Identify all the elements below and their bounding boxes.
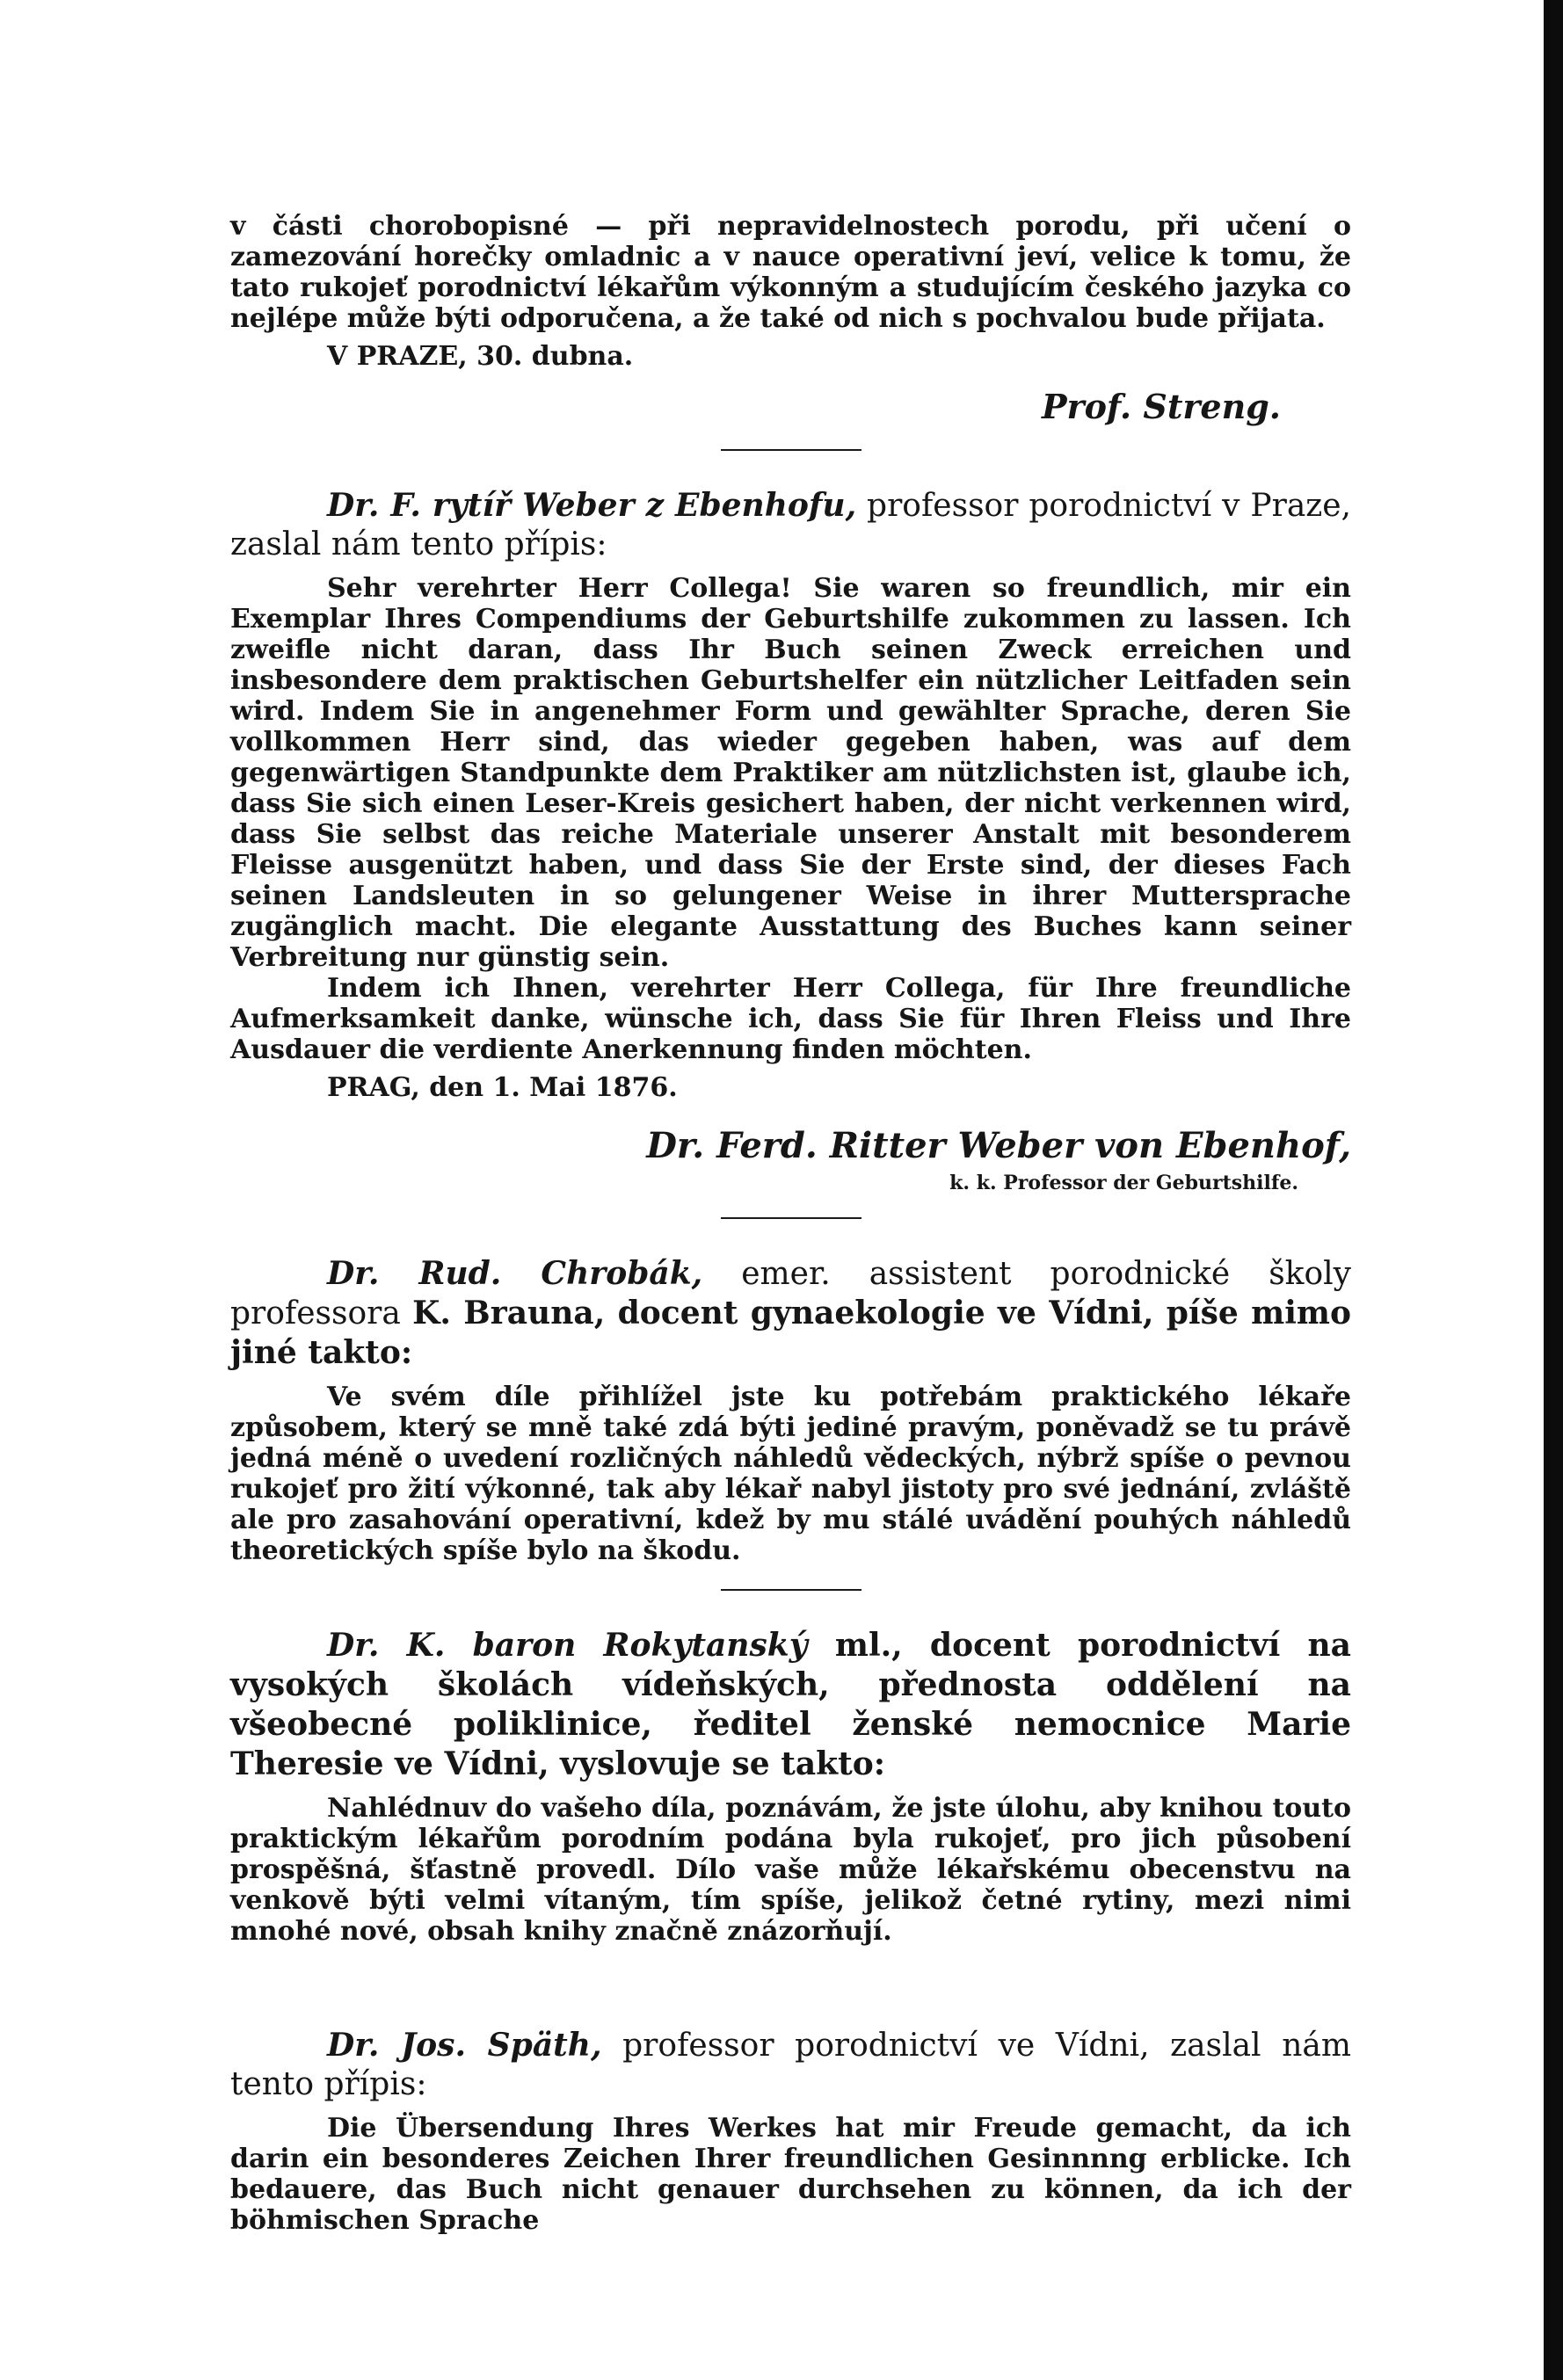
author-name-chrobak: Dr. Rud. Chrobák, [327, 1255, 703, 1292]
signature-weber: Dr. Ferd. Ritter Weber von Ebenhof, [646, 1125, 1351, 1166]
lead-spath [230, 2026, 1351, 2104]
place-date-praha: V PRAZE, 30. dubna. [327, 341, 634, 372]
author-intro-spath: professor porodnictví ve Vídni, zaslal nám tento přípis: [230, 2028, 1351, 2102]
place-date-prag: PRAG, den 1. Mai 1876. [327, 1072, 678, 1103]
scan-edge [1544, 0, 1563, 2380]
author-name-spath: Dr. Jos. Späth, [327, 2027, 602, 2064]
author-name-weber: Dr. F. rytíř Weber z Ebenhofu, [327, 487, 857, 524]
signature-title-weber: k. k. Professor der Geburtshilfe. [949, 1172, 1298, 1194]
lead-chrobak [230, 1254, 1351, 1373]
quote-chrobak: Ve svém díle přihlížel jste ku potřebám praktického lékaře způsobem, který se mně také zdá býti jediné pravým, poněvadž se tu právě jedná méně o uvedení rozličných náhledů vědeckých, nýbrž spíše o pevnou rukojeť pro žití výkonné, tak aby lékař nabyl jistoty pro své jednání, zvláště ale pro zasahování operativní, kdež by mu stálé uvádění pouhých náhledů theoretických spíše bylo na škodu. [230, 1382, 1351, 1566]
section-divider [721, 449, 861, 451]
document-page [230, 211, 1351, 2236]
author-intro-rokytansky: ml., docent porodnictví na vysokých školách vídeňských, přednosta oddělení na všeobecné poliklinice, ředitel ženské nemocnice Marie Theresie ve Vídni, vyslovuje se takto: [230, 1627, 1351, 1782]
author-intro-weber: professor porodnictví v Praze, zaslal nám tento přípis: [230, 488, 1351, 562]
letter-weber-closing: Indem ich Ihnen, verehrter Herr Collega, für Ihre freundliche Aufmerksamkeit danke, wünsche ich, dass Sie für Ihren Fleiss und Ihre Ausdauer die verdiente Anerkennung finden möchten. [230, 973, 1351, 1065]
section-divider [721, 1217, 861, 1219]
paragraph-streng: v části chorobopisné — při nepravidelnostech porodu, při učení o zamezování horečky omladnic a v nauce operativní jeví, velice k tomu, že tato rukojeť porodnictví lékařům výkonným a studujícím českého jazyka co nejlépe může býti odporučena, a že také od nich s pochvalou bude přijata. [230, 211, 1351, 334]
quote-rokytansky: Nahlédnuv do vašeho díla, poznávám, že jste úlohu, aby knihou touto praktickým lékařům porodním podána byla rukojeť, pro jich působení prospěšná, šťastně provedl. Dílo vaše může lékařskému obecenstvu na venkově býti velmi vítaným, tím spíše, jelikož četné rytiny, mezi nimi mnohé nové, obsah knihy značně znázorňují. [230, 1793, 1351, 1947]
letter-weber: Sehr verehrter Herr Collega! Sie waren so freundlich, mir ein Exemplar Ihres Compendiums der Geburtshilfe zukommen zu lassen. Ich zweifle nicht daran, dass Ihr Buch seinen Zweck erreichen und insbesondere dem praktischen Geburtshelfer ein nützlicher Leitfaden sein wird. Indem Sie in angenehmer Form und gewählter Sprache, deren Sie vollkommen Herr sind, das wieder gegeben haben, was auf dem gegenwärtigen Standpunkte dem Praktiker am nützlichsten ist, glaube ich, dass Sie sich einen Leser-Kreis gesichert haben, der nicht verkennen wird, dass Sie selbst das reiche Materiale unserer Anstalt mit besonderem Fleisse ausgenützt haben, und dass Sie der Erste sind, der dieses Fach seinen Landsleuten in so gelungener Weise in ihrer Muttersprache zugänglich macht. Die elegante Ausstattung des Buches kann seiner Verbreitung nur günstig sein. [230, 573, 1351, 973]
lead-rokytansky [230, 1626, 1351, 1784]
author-name-rokytansky: Dr. K. baron Rokytanský [327, 1627, 808, 1664]
signature-streng: Prof. Streng. [1041, 387, 1281, 426]
author-intro-chrobak-bold: K. Brauna, docent gynaekologie ve Vídni, píše mimo jiné takto: [230, 1295, 1351, 1371]
author-intro-chrobak: emer. assistent porodnické školy professora [230, 1256, 1352, 1331]
letter-spath: Die Übersendung Ihres Werkes hat mir Freude gemacht, da ich darin ein besonderes Zeichen Ihrer freundlichen Gesinnnng erblicke. Ich bedauere, das Buch nicht genauer durchsehen zu können, da ich der böhmischen Sprache [230, 2113, 1351, 2236]
lead-weber [230, 486, 1351, 564]
section-divider [721, 1589, 861, 1591]
